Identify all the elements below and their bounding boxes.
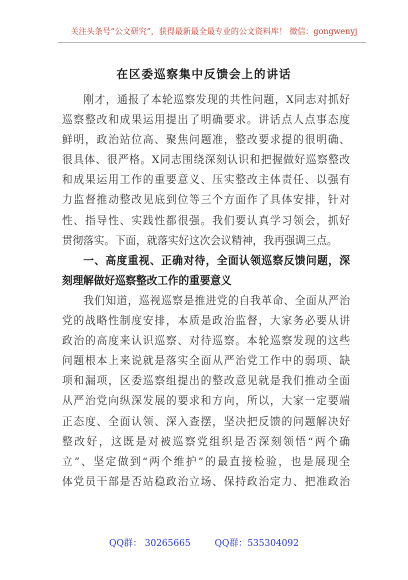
footer-qq-group-1: QQ群： 30265665: [109, 539, 191, 549]
paragraph-line: 立”、坚定做到“两个维护”的最直接检验，也是展现全: [62, 455, 350, 468]
paragraph-line: 问题根本上来说就是落实全面从严治党工作中的弱项、缺: [62, 355, 350, 368]
paragraph-line: 力监督推动整改见底到位等三个方面作了具体安排，针对: [62, 194, 350, 207]
paragraph-line: 鲜明，政治站位高、聚焦问题准，整改要求提的很明确、: [62, 134, 350, 147]
paragraph-line: 刚才，通报了本轮巡察发现的共性问题，X同志对抓好: [83, 94, 350, 106]
paragraph-line: 正态度、全面认领、深入查摆，坚决把反馈的问题解决好: [62, 415, 350, 428]
paragraph-line: 巡察整改和成果运用提出了明确要求。讲话点人点事态度: [62, 114, 350, 127]
header-promo-text: 关注头条号“公文研究”，获得最新最全最专业的公文资料库！ 微信：gongwenyj: [70, 27, 358, 36]
paragraph-line: 体党员干部是否站稳政治立场、保持政治定力、把准政治: [62, 475, 350, 488]
paragraph-line: 我们知道，巡视巡察是推进党的自我革命、全面从严治: [83, 294, 350, 307]
footer-qq-group-2: QQ群：535304092: [214, 539, 299, 549]
document-body: [62, 90, 350, 492]
paragraph-line: 党的战略性制度安排，本质是政治监督，大家务必要从讲: [62, 315, 350, 328]
paragraph-line: 项和漏项，区委巡察组提出的整改意见就是我们推动全面: [62, 375, 350, 388]
paragraph-line: 政治的高度来认识巡察、对待巡察。本轮巡察发现的这些: [62, 335, 350, 348]
paragraph-line: 很具体、很严格。X同志围绕深刻认识和把握做好巡察整改: [62, 154, 350, 167]
paragraph-line: 从严治党向纵深发展的要求和方向，所以，大家一定要端: [62, 395, 350, 408]
section-heading-line: 刻理解做好巡察整改工作的重要意义: [62, 274, 232, 287]
section-heading-line: 一、高度重视、正确对待，全面认领巡察反馈问题，深: [83, 254, 350, 267]
paragraph-line: 整改好，这既是对被巡察党组织是否深刻领悟“两个确: [62, 435, 350, 448]
document-title: 在区委巡察集中反馈会上的讲话: [116, 67, 292, 81]
paragraph-line: 贯彻落实。下面，就落实好这次会议精神，我再强调三点。: [62, 234, 338, 247]
paragraph-line: 性、指导性、实践性都很强。我们要认真学习领会，抓好: [62, 214, 350, 227]
paragraph-line: 和成果运用工作的重要意义、压实整改主体责任、以强有: [62, 174, 350, 187]
header-divider: [58, 42, 366, 43]
footer: [0, 536, 408, 549]
